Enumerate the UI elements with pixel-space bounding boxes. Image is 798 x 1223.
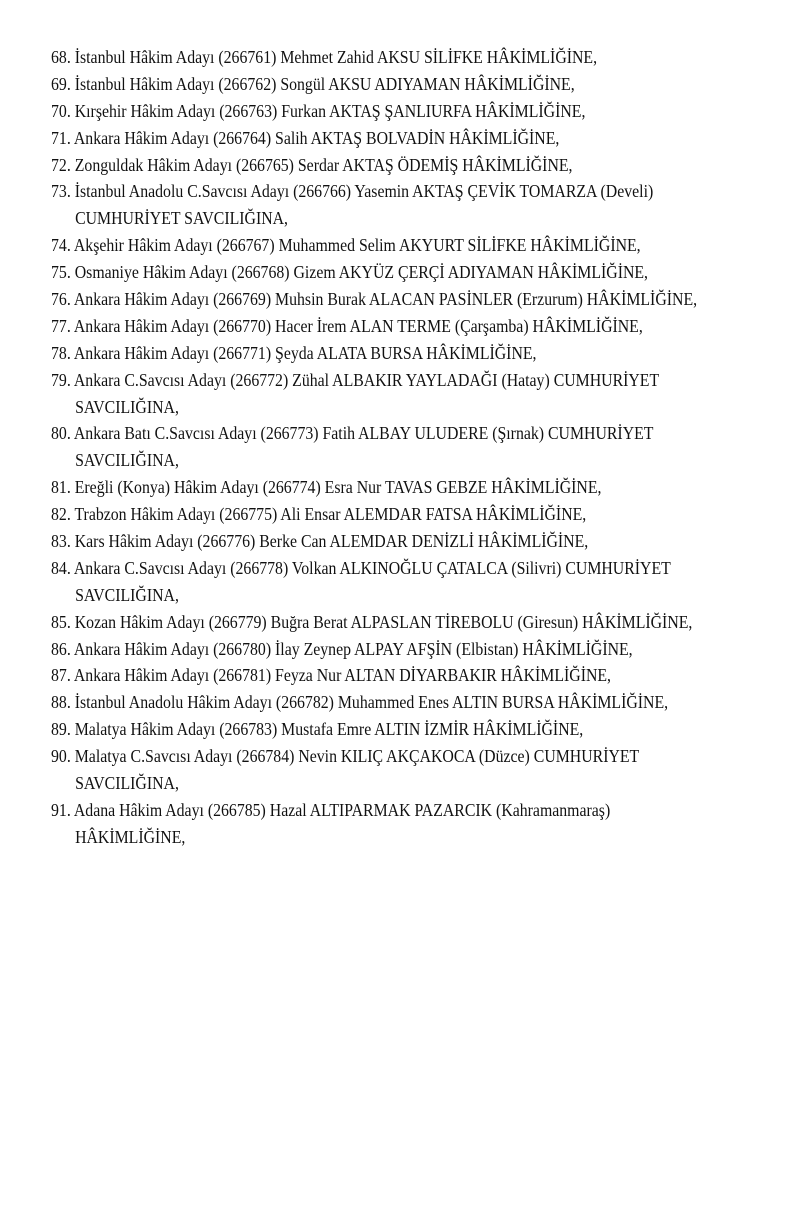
list-item-text: HÂKİMLİĞİNE,	[75, 826, 186, 847]
list-item-continuation	[51, 582, 685, 609]
list-item-text: Ankara Hâkim Adayı (266770) Hacer İrem ALAN TERME (Çarşamba) HÂKİMLİĞİNE,	[73, 315, 643, 336]
list-item-line	[51, 286, 698, 313]
list-item-line	[51, 501, 685, 528]
list-item-text: Ankara C.Savcısı Adayı (266778) Volkan ALKINOĞLU ÇATALCA (Silivri) CUMHURİYET	[73, 557, 671, 578]
list-item-text: Trabzon Hâkim Adayı (266775) Ali Ensar ALEMDAR FATSA HÂKİMLİĞİNE,	[74, 504, 587, 525]
list-item	[51, 609, 788, 636]
list-item-number: 91.	[51, 799, 71, 820]
list-item	[51, 71, 788, 98]
list-item-text: SAVCILIĞINA,	[75, 396, 179, 417]
list-item	[51, 367, 788, 421]
list-item	[51, 178, 788, 232]
list-item-text: İstanbul Anadolu Hâkim Adayı (266782) Muhammed Enes ALTIN BURSA HÂKİMLİĞİNE,	[74, 692, 669, 713]
list-item-line	[51, 125, 685, 152]
list-item-continuation	[51, 205, 685, 232]
list-item-number: 88.	[51, 692, 71, 713]
list-item-text: SAVCILIĞINA,	[75, 450, 179, 471]
list-item-number: 77.	[51, 315, 71, 336]
list-item-text: Kırşehir Hâkim Adayı (266763) Furkan AKTAŞ ŞANLIURFA HÂKİMLİĞİNE,	[74, 100, 586, 121]
list-item-number: 71.	[51, 127, 71, 148]
list-item-number: 81.	[51, 477, 71, 498]
list-item-text: Kozan Hâkim Adayı (266779) Buğra Berat ALPASLAN TİREBOLU (Giresun) HÂKİMLİĞİNE,	[74, 611, 693, 632]
list-item	[51, 797, 788, 851]
list-item-text: Adana Hâkim Adayı (266785) Hazal ALTIPARMAK PAZARCIK (Kahramanmaraş)	[73, 799, 611, 820]
list-item	[51, 420, 788, 474]
list-item-text: Akşehir Hâkim Adayı (266767) Muhammed Selim AKYURT SİLİFKE HÂKİMLİĞİNE,	[73, 235, 641, 256]
list-item-text: Ankara Hâkim Adayı (266769) Muhsin Burak ALACAN PASİNLER (Erzurum) HÂKİMLİĞİNE,	[73, 289, 698, 310]
list-item-number: 79.	[51, 369, 71, 390]
list-item-line	[51, 259, 685, 286]
list-item-text: Malatya Hâkim Adayı (266783) Mustafa Emre ALTIN İZMİR HÂKİMLİĞİNE,	[74, 719, 584, 740]
list-item	[51, 232, 788, 259]
list-item-number: 84.	[51, 557, 71, 578]
list-item-number: 68.	[51, 47, 71, 67]
list-item-line	[51, 636, 685, 663]
list-item	[51, 501, 788, 528]
list-item-line	[51, 178, 685, 205]
list-item	[51, 716, 788, 743]
list-item-text: Zonguldak Hâkim Adayı (266765) Serdar AKTAŞ ÖDEMİŞ HÂKİMLİĞİNE,	[74, 154, 573, 175]
list-item-line	[51, 743, 685, 770]
list-item-line	[51, 609, 693, 636]
list-item-number: 69.	[51, 73, 71, 94]
list-item-number: 72.	[51, 154, 71, 175]
list-item	[51, 44, 788, 71]
list-item	[51, 662, 788, 689]
list-item-number: 74.	[51, 235, 71, 256]
list-item-text: Kars Hâkim Adayı (266776) Berke Can ALEMDAR DENİZLİ HÂKİMLİĞİNE,	[74, 531, 589, 552]
list-item-number: 90.	[51, 746, 71, 767]
list-item	[51, 528, 788, 555]
list-item	[51, 555, 788, 609]
list-item-text: İstanbul Hâkim Adayı (266762) Songül AKSU ADIYAMAN HÂKİMLİĞİNE,	[74, 73, 575, 94]
list-item	[51, 340, 788, 367]
list-item-line	[51, 716, 685, 743]
list-item-number: 78.	[51, 342, 71, 363]
list-item-continuation	[51, 394, 685, 421]
list-item-line	[51, 528, 685, 555]
list-item-continuation	[51, 770, 685, 797]
list-item-number: 70.	[51, 100, 71, 121]
list-item	[51, 689, 788, 716]
list-item	[51, 286, 788, 313]
appointment-list	[51, 44, 788, 851]
list-item-number: 73.	[51, 181, 71, 202]
list-item-line	[51, 313, 685, 340]
list-item	[51, 313, 788, 340]
list-item-line	[51, 98, 685, 125]
list-item-text: İstanbul Anadolu C.Savcısı Adayı (266766) Yasemin AKTAŞ ÇEVİK TOMARZA (Develi)	[74, 181, 654, 202]
list-item-text: Ankara Hâkim Adayı (266780) İlay Zeynep ALPAY AFŞİN (Elbistan) HÂKİMLİĞİNE,	[73, 638, 633, 659]
list-item-text: Ankara Hâkim Adayı (266764) Salih AKTAŞ BOLVADİN HÂKİMLİĞİNE,	[73, 127, 560, 148]
list-item	[51, 98, 788, 125]
list-item-text: Osmaniye Hâkim Adayı (266768) Gizem AKYÜZ ÇERÇİ ADIYAMAN HÂKİMLİĞİNE,	[74, 262, 649, 283]
list-item-line	[51, 340, 685, 367]
list-item-line	[51, 555, 685, 582]
list-item-number: 86.	[51, 638, 71, 659]
list-item-line	[51, 152, 685, 179]
list-item-text: Ankara C.Savcısı Adayı (266772) Zühal ALBAKIR YAYLADAĞI (Hatay) CUMHURİYET	[73, 369, 660, 390]
list-item	[51, 125, 788, 152]
list-item-number: 83.	[51, 531, 71, 552]
list-item-text: İstanbul Hâkim Adayı (266761) Mehmet Zahid AKSU SİLİFKE HÂKİMLİĞİNE,	[74, 47, 598, 67]
list-item-number: 75.	[51, 262, 71, 283]
list-item-line	[51, 367, 685, 394]
list-item-line	[51, 71, 685, 98]
list-item	[51, 743, 788, 797]
list-item-text: Ereğli (Konya) Hâkim Adayı (266774) Esra Nur TAVAS GEBZE HÂKİMLİĞİNE,	[74, 477, 602, 498]
list-item-text: Ankara Hâkim Adayı (266771) Şeyda ALATA BURSA HÂKİMLİĞİNE,	[73, 342, 537, 363]
list-item-text: Ankara Hâkim Adayı (266781) Feyza Nur ALTAN DİYARBAKIR HÂKİMLİĞİNE,	[73, 665, 611, 686]
list-item-text: SAVCILIĞINA,	[75, 584, 179, 605]
list-item	[51, 152, 788, 179]
list-item	[51, 259, 788, 286]
list-item-line	[51, 689, 685, 716]
list-item-line	[51, 232, 685, 259]
list-item-line	[51, 797, 685, 824]
list-item	[51, 636, 788, 663]
list-item-line	[51, 662, 685, 689]
list-item-continuation	[51, 447, 685, 474]
list-item-text: SAVCILIĞINA,	[75, 773, 179, 794]
list-item-number: 82.	[51, 504, 71, 525]
list-item-text: Ankara Batı C.Savcısı Adayı (266773) Fatih ALBAY ULUDERE (Şırnak) CUMHURİYET	[73, 423, 654, 444]
list-item-number: 76.	[51, 289, 71, 310]
list-item-number: 89.	[51, 719, 71, 740]
list-item-text: Malatya C.Savcısı Adayı (266784) Nevin KILIÇ AKÇAKOCA (Düzce) CUMHURİYET	[74, 746, 640, 767]
list-item-line	[51, 474, 685, 501]
list-item-line	[51, 44, 685, 71]
list-item-line	[51, 420, 685, 447]
list-item-number: 87.	[51, 665, 71, 686]
list-item	[51, 474, 788, 501]
list-item-number: 80.	[51, 423, 71, 444]
list-item-text: CUMHURİYET SAVCILIĞINA,	[75, 208, 289, 229]
list-item-number: 85.	[51, 611, 71, 632]
list-item-continuation	[51, 824, 685, 851]
